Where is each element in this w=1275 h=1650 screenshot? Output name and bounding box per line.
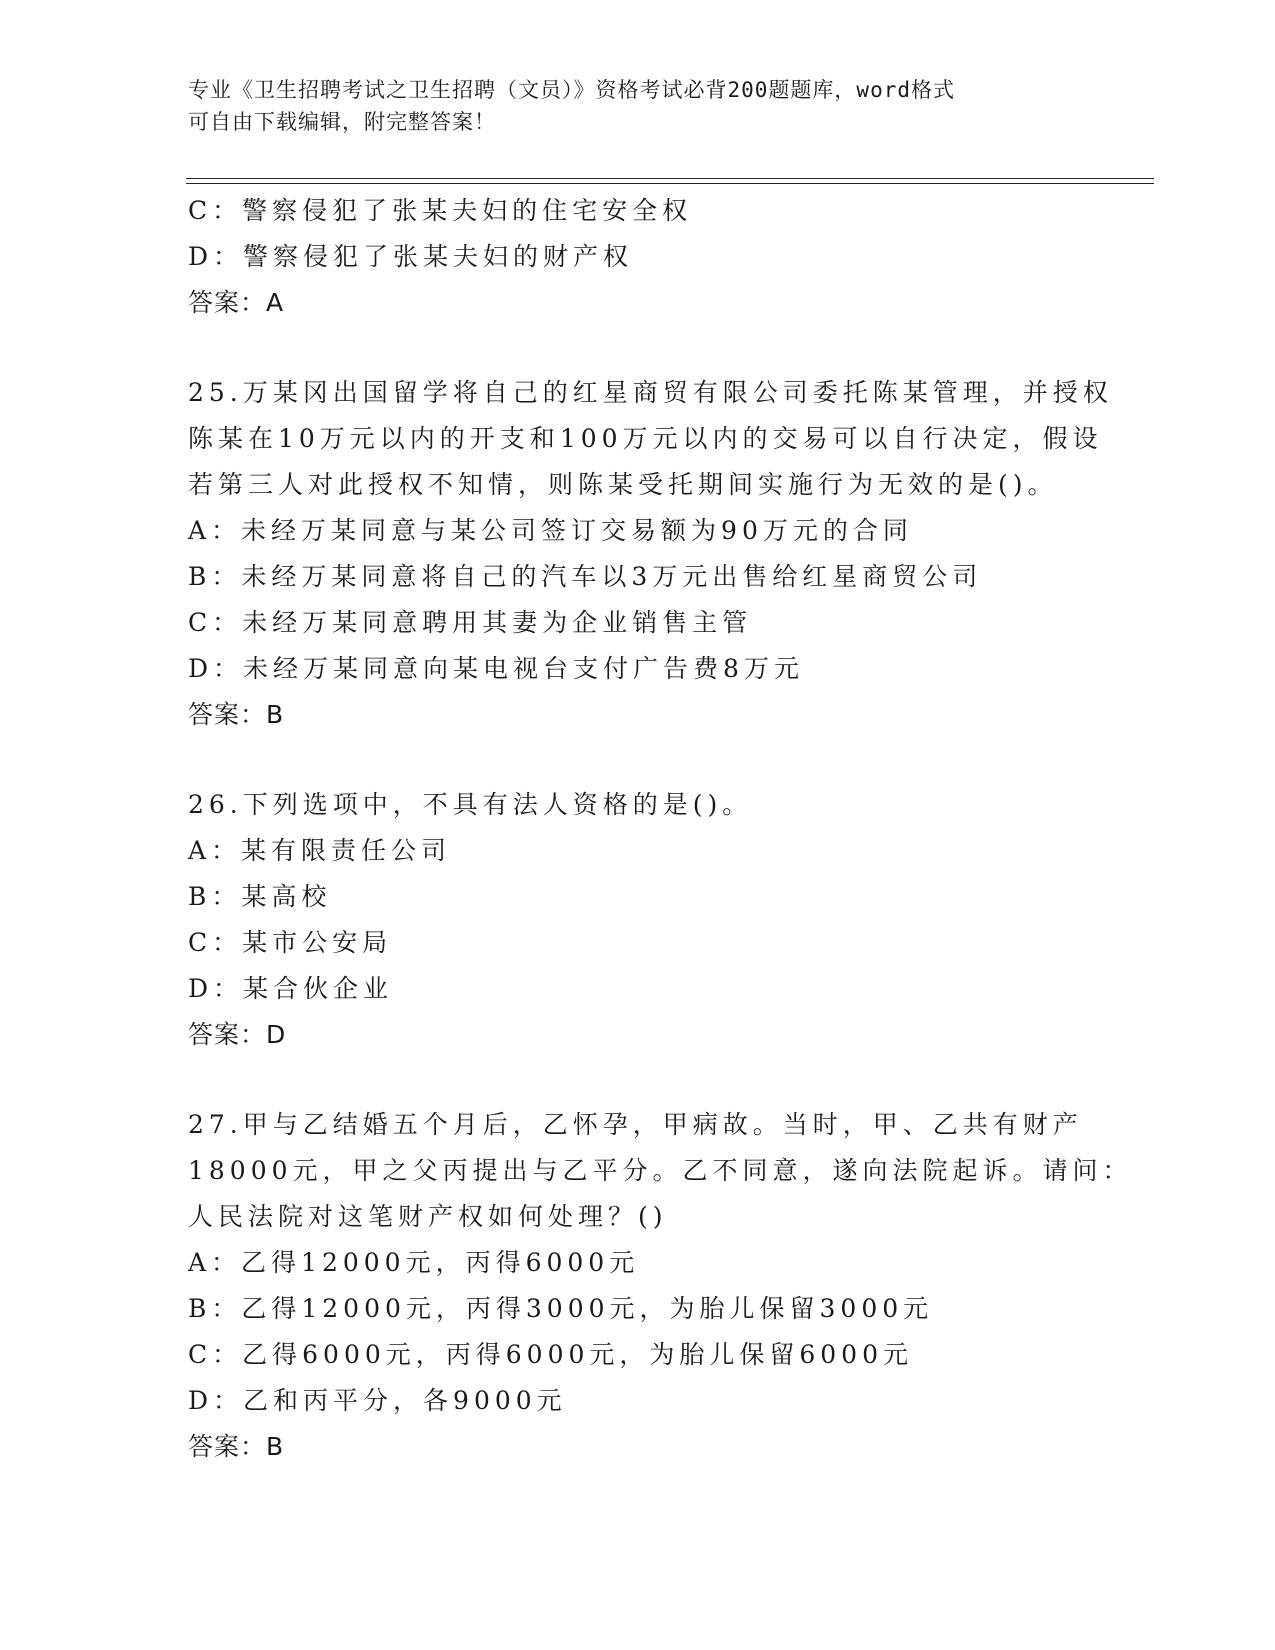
spacer [188,1058,1088,1102]
option-b: B：未经万某同意将自己的汽车以3万元出售给红星商贸公司 [188,562,983,591]
question-stem-line: 26.下列选项中，不具有法人资格的是()。 [188,790,753,819]
answer-line: 答案：B [188,700,285,729]
spacer [188,326,1088,370]
answer-line: 答案：B [188,1432,285,1461]
option-c: C：警察侵犯了张某夫妇的住宅安全权 [188,196,693,225]
option-a: A：乙得12000元，丙得6000元 [188,1248,640,1277]
option-a: A：未经万某同意与某公司签订交易额为90万元的合同 [188,516,913,545]
document-body [188,188,1133,1470]
question-block-26 [188,782,1088,1058]
header-line-2: 可自由下载编辑，附完整答案！ [188,110,496,134]
option-c: C：某市公安局 [188,928,393,957]
question-stem-line: 18000元，甲之父丙提出与乙平分。乙不同意，遂向法院起诉。请问： [188,1156,1133,1185]
option-d: D：乙和丙平分，各9000元 [188,1386,567,1415]
question-block-25 [188,370,1113,738]
question-stem-line: 27.甲与乙结婚五个月后，乙怀孕，甲病故。当时，甲、乙共有财产 [188,1110,1083,1139]
option-d: D：某合伙企业 [188,974,394,1003]
answer-line: 答案：A [188,288,285,317]
header-divider-top [186,178,1154,179]
header-divider-bottom [186,183,1154,184]
option-d: D：未经万某同意向某电视台支付广告费8万元 [188,654,804,683]
header-line-1: 专业《卫生招聘考试之卫生招聘（文员）》资格考试必背200题题库，word格式 [188,78,955,102]
option-b: B：乙得12000元，丙得3000元，为胎儿保留3000元 [188,1294,934,1323]
question-block-previous [188,188,1088,326]
spacer [188,738,1088,782]
option-b: B：某高校 [188,882,332,911]
answer-line: 答案：D [188,1020,287,1049]
option-a: A：某有限责任公司 [188,836,452,865]
option-c: C：乙得6000元，丙得6000元，为胎儿保留6000元 [188,1340,913,1369]
option-c: C：未经万某同意聘用其妻为企业销售主管 [188,608,753,637]
question-stem-line: 陈某在10万元以内的开支和100万元以内的交易可以自行决定，假设 [188,424,1103,453]
question-stem-line: 若第三人对此授权不知情，则陈某受托期间实施行为无效的是()。 [188,470,1058,499]
question-stem-line: 人民法院对这笔财产权如何处理？() [188,1202,668,1231]
option-d: D：警察侵犯了张某夫妇的财产权 [188,242,634,271]
question-stem-line: 25.万某冈出国留学将自己的红星商贸有限公司委托陈某管理，并授权 [188,378,1113,407]
document-header [188,74,1088,138]
question-block-27 [188,1102,1133,1470]
